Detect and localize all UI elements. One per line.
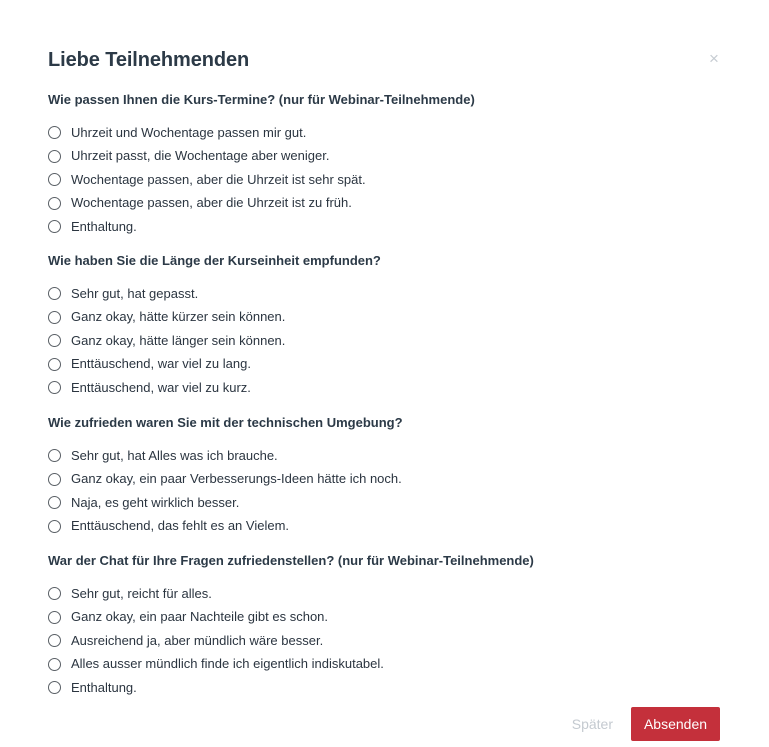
answer-option[interactable] <box>48 515 728 539</box>
answer-option-label: Enttäuschend, das fehlt es an Vielem. <box>71 518 290 534</box>
radio-button[interactable] <box>48 126 61 139</box>
answer-option-label: Ganz okay, ein paar Nachteile gibt es schon. <box>71 609 329 625</box>
answer-options <box>48 282 728 400</box>
dialog-title: Liebe Teilnehmenden <box>48 49 250 71</box>
answer-option-label: Ganz okay, ein paar Verbesserungs-Ideen hätte ich noch. <box>71 471 402 487</box>
answer-option[interactable] <box>48 215 728 239</box>
radio-button[interactable] <box>48 681 61 694</box>
answer-option[interactable] <box>48 653 728 677</box>
answer-option-label: Sehr gut, hat gepasst. <box>71 285 199 301</box>
radio-button[interactable] <box>48 358 61 371</box>
answer-option-label: Enttäuschend, war viel zu lang. <box>71 356 251 372</box>
close-icon[interactable]: × <box>709 49 719 68</box>
radio-button[interactable] <box>48 287 61 300</box>
submit-button[interactable]: Absenden <box>631 707 720 741</box>
radio-button[interactable] <box>48 658 61 671</box>
answer-option[interactable] <box>48 306 728 330</box>
answer-option[interactable] <box>48 168 728 192</box>
dialog-footer <box>0 707 769 741</box>
question-label: Wie haben Sie die Länge der Kurseinheit empfunden? <box>48 253 381 268</box>
answer-option[interactable] <box>48 329 728 353</box>
answer-option[interactable] <box>48 282 728 306</box>
radio-button[interactable] <box>48 520 61 533</box>
radio-button[interactable] <box>48 150 61 163</box>
answer-options <box>48 121 728 239</box>
answer-options <box>48 582 728 700</box>
answer-option-label: Enthaltung. <box>71 218 137 234</box>
answer-option-label: Wochentage passen, aber die Uhrzeit ist zu früh. <box>71 195 352 211</box>
answer-option-label: Uhrzeit passt, die Wochentage aber weniger. <box>71 148 330 164</box>
answer-option[interactable] <box>48 121 728 145</box>
question-2 <box>48 253 728 400</box>
answer-option[interactable] <box>48 606 728 630</box>
question-1 <box>48 92 728 239</box>
answer-options <box>48 444 728 538</box>
radio-button[interactable] <box>48 311 61 324</box>
answer-option[interactable] <box>48 145 728 169</box>
answer-option-label: Uhrzeit und Wochentage passen mir gut. <box>71 124 307 140</box>
answer-option[interactable] <box>48 444 728 468</box>
radio-button[interactable] <box>48 634 61 647</box>
question-4 <box>48 553 728 700</box>
answer-option-label: Ausreichend ja, aber mündlich wäre besser. <box>71 632 324 648</box>
question-label: War der Chat für Ihre Fragen zufriedenstellen? (nur für Webinar-Teilnehmende) <box>48 553 534 568</box>
answer-option-label: Alles ausser mündlich finde ich eigentlich indiskutabel. <box>71 656 384 672</box>
radio-button[interactable] <box>48 197 61 210</box>
radio-button[interactable] <box>48 473 61 486</box>
answer-option-label: Naja, es geht wirklich besser. <box>71 494 240 510</box>
radio-button[interactable] <box>48 449 61 462</box>
radio-button[interactable] <box>48 587 61 600</box>
answer-option-label: Sehr gut, reicht für alles. <box>71 585 212 601</box>
question-label: Wie passen Ihnen die Kurs-Termine? (nur für Webinar-Teilnehmende) <box>48 92 475 107</box>
radio-button[interactable] <box>48 496 61 509</box>
answer-option-label: Sehr gut, hat Alles was ich brauche. <box>71 447 278 463</box>
answer-option[interactable] <box>48 491 728 515</box>
radio-button[interactable] <box>48 334 61 347</box>
answer-option[interactable] <box>48 676 728 700</box>
answer-option-label: Wochentage passen, aber die Uhrzeit ist sehr spät. <box>71 171 366 187</box>
radio-button[interactable] <box>48 611 61 624</box>
answer-option-label: Enttäuschend, war viel zu kurz. <box>71 379 251 395</box>
answer-option[interactable] <box>48 192 728 216</box>
radio-button[interactable] <box>48 220 61 233</box>
answer-option-label: Ganz okay, hätte länger sein können. <box>71 332 286 348</box>
answer-option[interactable] <box>48 629 728 653</box>
later-button[interactable]: Später <box>571 716 613 732</box>
answer-option[interactable] <box>48 468 728 492</box>
answer-option[interactable] <box>48 582 728 606</box>
radio-button[interactable] <box>48 173 61 186</box>
question-3 <box>48 415 728 538</box>
answer-option-label: Enthaltung. <box>71 679 137 695</box>
radio-button[interactable] <box>48 381 61 394</box>
question-label: Wie zufrieden waren Sie mit der technischen Umgebung? <box>48 415 403 430</box>
answer-option[interactable] <box>48 376 728 400</box>
answer-option[interactable] <box>48 353 728 377</box>
answer-option-label: Ganz okay, hätte kürzer sein können. <box>71 309 286 325</box>
